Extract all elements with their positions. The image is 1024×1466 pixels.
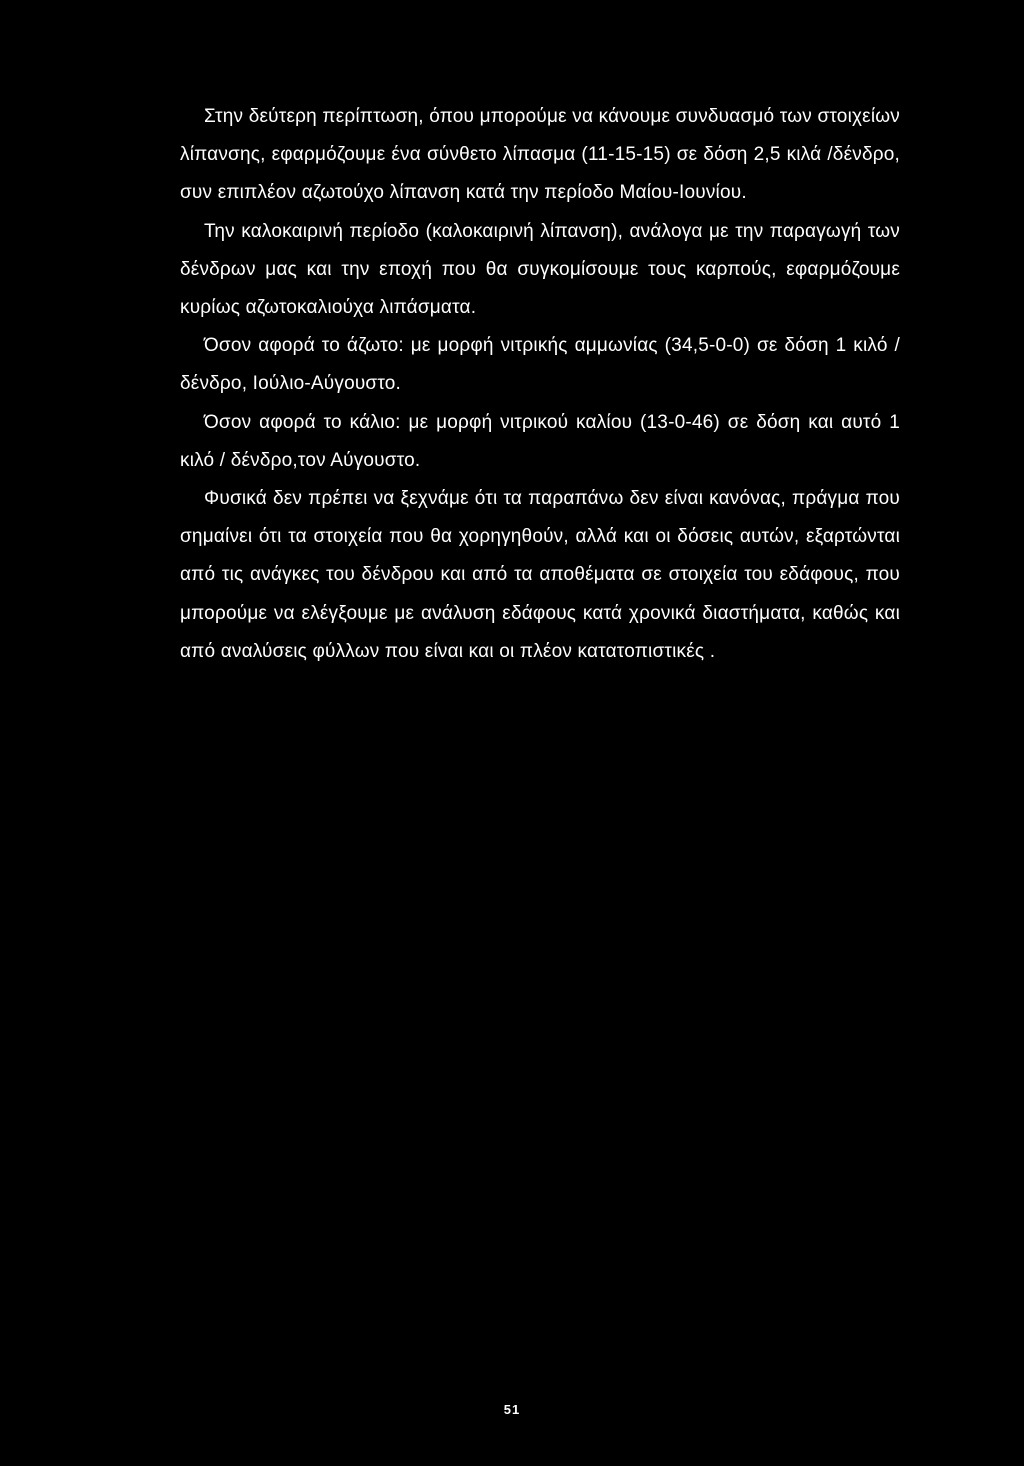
body-text	[180, 98, 900, 671]
page-number: 51	[503, 1402, 521, 1417]
paragraph-3: Όσον αφορά το άζωτο: με μορφή νιτρικής αμμωνίας (34,5-0-0) σε δόση 1 κιλό /δένδρο, Ιούλιο-Αύγουστο.	[180, 335, 900, 395]
paragraph-4: Όσον αφορά το κάλιο: με μορφή νιτρικού καλίου (13-0-46) σε δόση και αυτό 1 κιλό / δένδρο,τον Αύγουστο.	[180, 411, 900, 471]
paragraph-5: Φυσικά δεν πρέπει να ξεχνάμε ότι τα παραπάνω δεν είναι κανόνας, πράγμα που σημαίνει ότι τα στοιχεία που θα χορηγηθούν, αλλά και οι δόσεις αυτών, εξαρτώνται από τις ανάγκες του δένδρου και από τα αποθέματα σε στοιχεία του εδάφους, που μπορούμε να ελέγξουμε με ανάλυση εδάφους κατά χρονικά διαστήματα, καθώς και από αναλύσεις φύλλων που είναι και οι πλέον κατατοπιστικές .	[180, 488, 900, 662]
paragraph-1: Στην δεύτερη περίπτωση, όπου μπορούμε να κάνουμε συνδυασμό των στοιχείων λίπανσης, εφαρμόζουμε ένα σύνθετο λίπασμα (11-15-15) σε δόση 2,5 κιλά /δένδρο, συν επιπλέον αζωτούχο λίπανση κατά την περίοδο Μαίου-Ιουνίου.	[180, 106, 900, 204]
paragraph-2: Την καλοκαιρινή περίοδο (καλοκαιρινή λίπανση), ανάλογα με την παραγωγή των δένδρων μας και την εποχή που θα συγκομίσουμε τους καρπούς, εφαρμόζουμε κυρίως αζωτοκαλιούχα λιπάσματα.	[180, 220, 900, 319]
